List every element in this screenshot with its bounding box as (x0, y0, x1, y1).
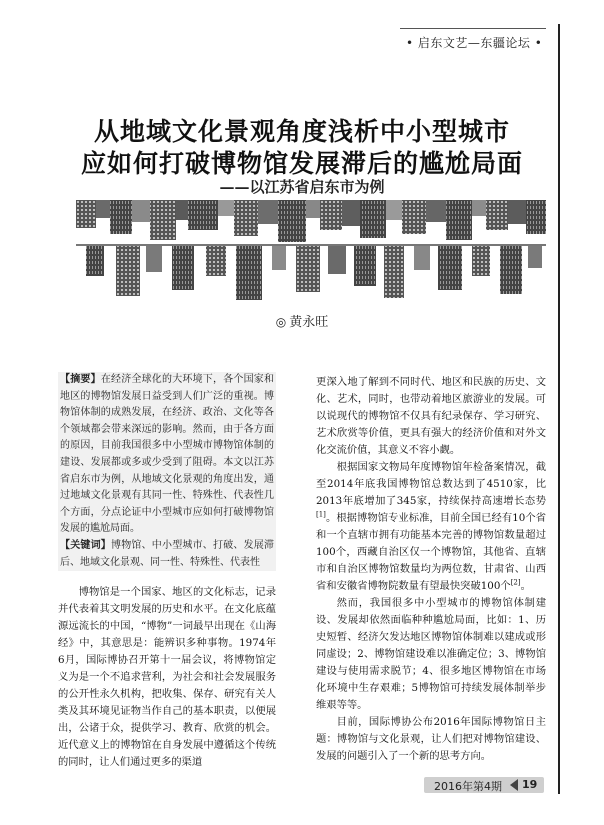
page-number: 19 (522, 778, 538, 791)
author-line (0, 311, 604, 330)
header-rule (400, 28, 546, 29)
body-paragraph: 目前，国际博协公布2016年国际博物馆日主题：博物馆与文化景观，让人们把对博物馆建设、发展的问题引入了一个新的思考方向。 (316, 716, 546, 762)
abstract-paragraph (58, 372, 276, 538)
body-paragraph: 更深入地了解到不同时代、地区和民族的历史、文化、艺术，同时，也带动着地区旅游业的发展。可以说现代的博物馆不仅具有纪录保存、学习研究、艺术欣赏等价值，更具有强大的经济价值和对外文化交流价值，其意义不容小觑。 (316, 376, 546, 456)
keywords-text: 博物馆、中小型城市、打破、发展滞后、地域文化景观、同一性、特殊性、代表性 (60, 539, 274, 568)
running-header: • 启东文艺—东疆论坛 • (406, 36, 543, 50)
author-mark: ◎ (275, 315, 287, 329)
reference-marker: [1] (316, 510, 326, 519)
article-title-line-1: 从地域文化景观角度浅析中小型城市 (93, 117, 510, 146)
article-title-line-2: 应如何打破博物馆发展滞后的尴尬局面 (80, 149, 523, 178)
body-text: 。 (520, 580, 531, 592)
city-skyline-illustration (76, 200, 546, 300)
body-left-column (58, 584, 276, 771)
right-margin-rule (558, 24, 560, 794)
abstract-text: 在经济全球化的大环境下，各个国家和地区的博物馆发展日益受到人们广泛的重视。博物馆体制的成熟发展，在经济、政治、文化等各个领域都会带来深远的影响。然而，由于各方面的原因，目前我国很多中小型城市博物馆体制的建设、发展都或多或少受到了阻碍。本文以江苏省启东市为例，从地域文化景观的角度出发，通过地域文化景观有其同一性、特殊性、代表性几个方面，分点论证中小型城市应如何打破博物馆发展的尴尬局面。 (60, 374, 275, 535)
issue-label: 2016年第4期 (434, 780, 502, 793)
body-text: 根据国家文物局年度博物馆年检备案情况，截至2014年底我国博物馆总数达到了4510家，比2013年底增加了345家，持续保持高速增长态势 (316, 461, 546, 507)
abstract-box (58, 372, 276, 571)
reference-marker: [2] (510, 578, 521, 587)
abstract-label: 【摘要】 (60, 374, 101, 385)
keywords-label: 【关键词】 (60, 539, 111, 551)
page-arrow-icon (510, 779, 518, 791)
page-footer (424, 777, 544, 793)
keywords-paragraph (58, 538, 276, 571)
body-right-column (316, 374, 546, 765)
body-paragraph (316, 459, 546, 595)
body-paragraph: 然而，我国很多中小型城市的博物馆体制建设、发展却依然面临种种尴尬局面，比如：1、历史短暂、经济欠发达地区博物馆体制难以建成或形同虚设；2、博物馆建设难以准确定位；3、博物馆建设与使用需求脱节；4、很多地区博物馆在市场化环境中生存艰难；5博物馆可持续发展体制举步维艰等等。 (316, 597, 546, 711)
body-paragraph: 博物馆是一个国家、地区的文化标志，记录并代表着其文明发展的历史和水平。在文化底蕴源远流长的中国，“博物”一词最早出现在《山海经》中，其意思是：能辨识多种事物。1974年6月，国际博协召开第十一届会议，将博物馆定义为是一个不追求营利，为社会和社会发展服务的公开性永久机构，把收集、保存、研究有关人类及其环境见证物当作自己的基本职责，以便展出，公诸于众，提供学习、教育、欣赏的机会。近代意义上的博物馆在自身发展中遵循这个传统的同时，让人们通过更多的渠道 (58, 586, 276, 768)
article-subtitle: ——以江苏省启东市为例 (219, 178, 385, 196)
author-name: 黄永旺 (289, 315, 329, 330)
body-text: 。根据博物馆专业标准，目前全国已经有10个省和一个直辖市拥有功能基本完善的博物馆数量超过100个，西藏自治区仅一个博物馆，其他省、直辖市和自治区博物馆数量均为两位数，甘肃省、山西省和安徽省博物院数量有望最快突破100个 (316, 512, 546, 592)
